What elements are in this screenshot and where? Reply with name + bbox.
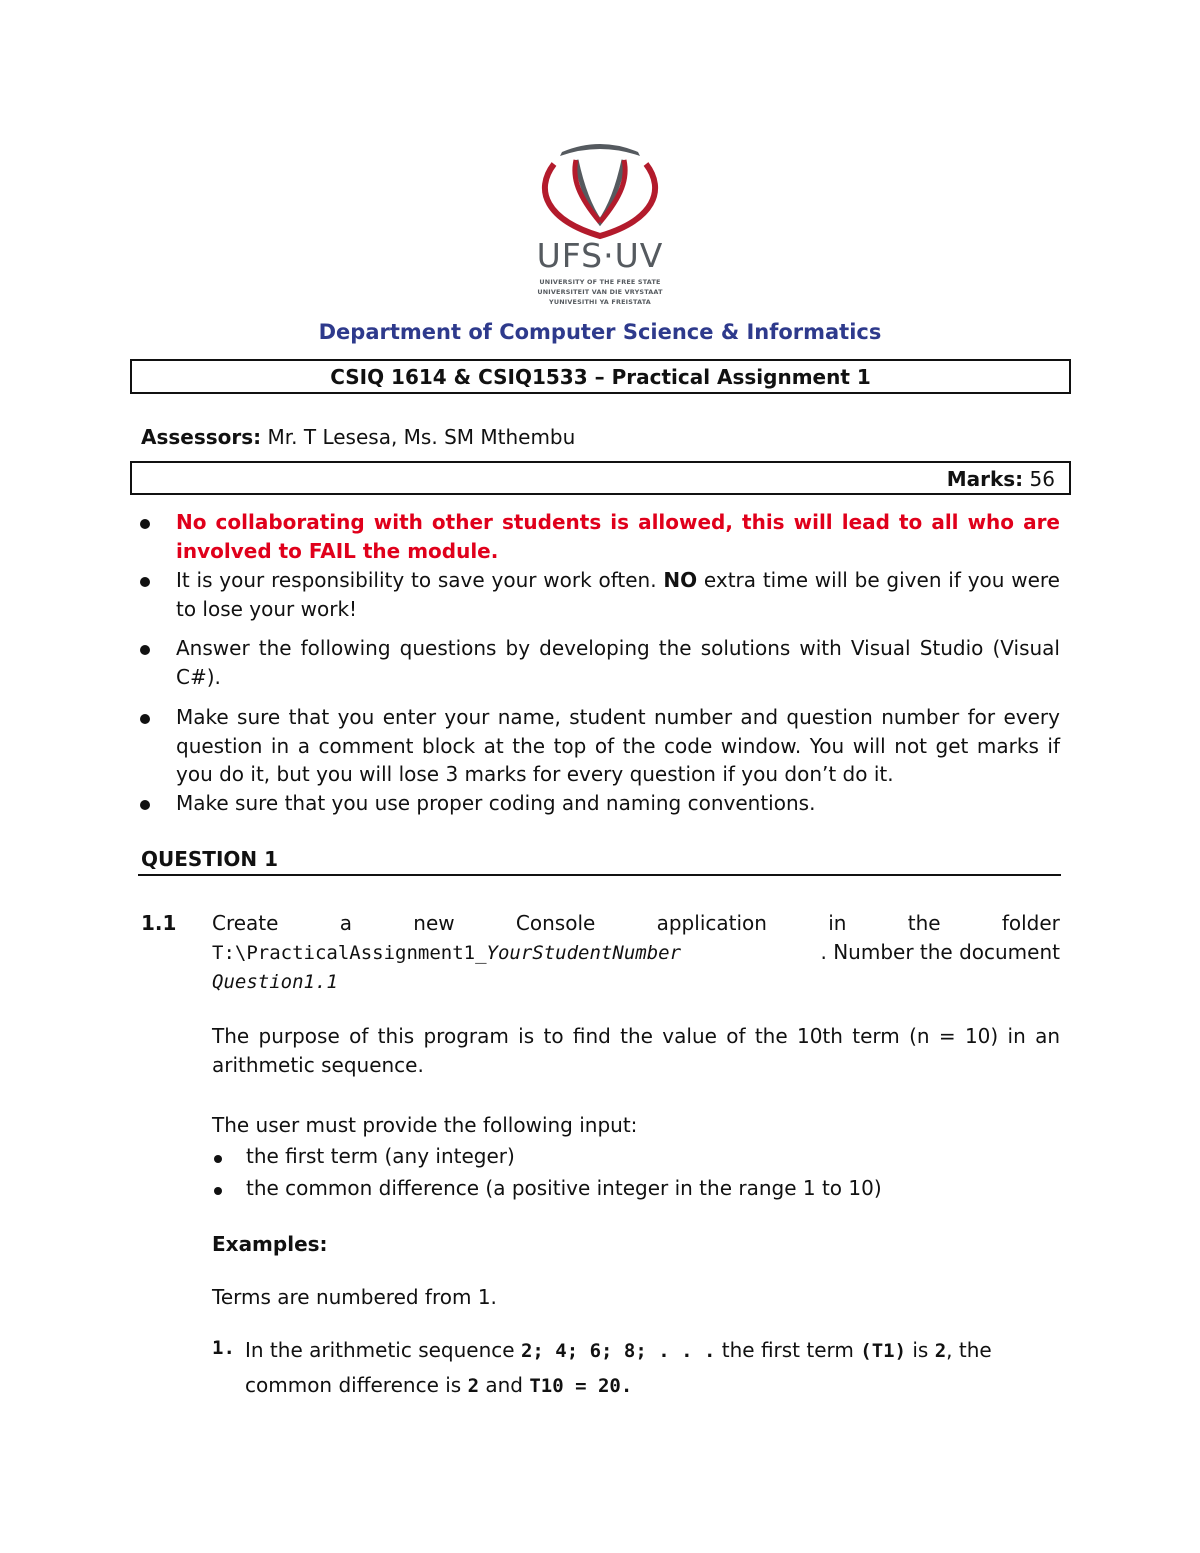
word: the bbox=[907, 911, 941, 935]
bullet-icon bbox=[140, 714, 150, 724]
word: application bbox=[656, 911, 767, 935]
example-value: 2 bbox=[934, 1340, 947, 1362]
example-text bbox=[245, 1333, 1060, 1403]
marks-box bbox=[130, 461, 1071, 495]
word: a bbox=[339, 911, 353, 935]
example-value: 2 bbox=[467, 1375, 480, 1397]
marks-label: Marks: bbox=[946, 467, 1024, 491]
example-part: the first term bbox=[715, 1338, 861, 1362]
rule-text: Make sure that you use proper coding and naming conventions. bbox=[176, 791, 816, 815]
rule-text: Answer the following questions by developing the solutions with Visual Studio (Visual C#). bbox=[176, 636, 1060, 689]
instruction-line bbox=[212, 909, 1060, 938]
bullet-icon bbox=[140, 800, 150, 810]
bullet-icon bbox=[214, 1187, 222, 1195]
assignment-title: CSIQ 1614 & CSIQ1533 – Practical Assignment 1 bbox=[130, 359, 1071, 394]
document-name: Question1.1 bbox=[212, 971, 338, 993]
rule-text-part: It is your responsibility to save your work often. bbox=[176, 568, 664, 592]
example-part: is bbox=[906, 1338, 935, 1362]
rule-text-part: extra time will be given if you were to lose your work! bbox=[176, 568, 1060, 621]
path-prefix: T:\PracticalAssignment1_ bbox=[212, 941, 487, 964]
instruction-line bbox=[212, 938, 1060, 968]
collaboration-warning: No collaborating with other students is allowed, this will lead to all who are involved to FAIL the module. bbox=[176, 510, 1060, 563]
path-student-number: YourStudentNumber bbox=[486, 941, 682, 964]
assessors-label: Assessors: bbox=[141, 425, 262, 449]
logo-wordmark: UFS·UV bbox=[536, 236, 664, 275]
example-part: and bbox=[479, 1373, 530, 1397]
assessors-line bbox=[141, 425, 575, 449]
question-number: 1.1 bbox=[141, 911, 177, 935]
word: new bbox=[413, 911, 455, 935]
example-part: In the arithmetic sequence bbox=[245, 1338, 521, 1362]
input-intro: The user must provide the following input: bbox=[212, 1113, 638, 1137]
rule-emphasis: NO bbox=[663, 568, 698, 592]
department-heading: Department of Computer Science & Informatics bbox=[318, 320, 882, 344]
example-term-label: (T1) bbox=[860, 1340, 907, 1362]
assessors-names: Mr. T Lesesa, Ms. SM Mthembu bbox=[261, 425, 576, 449]
bullet-icon bbox=[140, 577, 150, 587]
path-suffix: . Number the document bbox=[820, 939, 1060, 964]
example-result: T10 = 20. bbox=[529, 1375, 633, 1397]
logo-sub-line: UNIVERSITY OF THE FREE STATE bbox=[539, 278, 661, 286]
marks-value: 56 bbox=[1023, 467, 1055, 491]
instruction-paragraph bbox=[212, 909, 1060, 997]
question-heading: QUESTION 1 bbox=[141, 847, 279, 871]
bullet-icon bbox=[214, 1155, 222, 1163]
logo-subtitle bbox=[528, 278, 672, 308]
example-part: , the common difference is bbox=[245, 1338, 992, 1397]
logo-sub-line: YUNIVESITHI YA FREISTATA bbox=[549, 298, 651, 306]
examples-heading: Examples: bbox=[212, 1232, 328, 1256]
bullet-icon bbox=[140, 519, 150, 529]
rule-text bbox=[176, 566, 1060, 623]
word: Create bbox=[212, 911, 279, 935]
heading-divider bbox=[138, 874, 1061, 876]
terms-note: Terms are numbered from 1. bbox=[212, 1285, 497, 1309]
example-sequence: 2; 4; 6; 8; . . . bbox=[520, 1340, 716, 1362]
folder-path bbox=[212, 938, 681, 968]
input-item-text: the first term (any integer) bbox=[246, 1144, 515, 1168]
example-number: 1. bbox=[212, 1337, 235, 1359]
purpose-paragraph: The purpose of this program is to find the value of the 10th term (n = 10) in an arithmetic sequence. bbox=[212, 1024, 1060, 1077]
rule-text: Make sure that you enter your name, student number and question number for every question in a comment block at the top of the code window. You will not get marks if you do it, but you will lose 3 marks for every question if you don’t do it. bbox=[176, 705, 1060, 786]
word: Console bbox=[515, 911, 596, 935]
input-item-text: the common difference (a positive integer in the range 1 to 10) bbox=[246, 1176, 882, 1200]
word: in bbox=[828, 911, 847, 935]
word: folder bbox=[1001, 911, 1060, 935]
instruction-line bbox=[212, 967, 1060, 997]
logo-sub-line: UNIVERSITEIT VAN DIE VRYSTAAT bbox=[537, 288, 663, 296]
bullet-icon bbox=[140, 645, 150, 655]
